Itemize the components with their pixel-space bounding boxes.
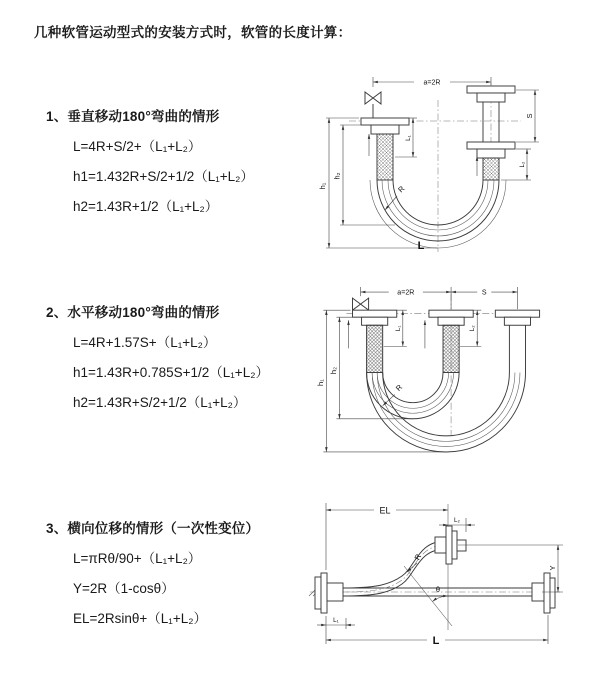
dim-label-r: R — [396, 184, 407, 195]
dim-label-l1: L₁ — [333, 617, 339, 624]
formula-l: L=4R+1.57S+（L₁+L₂） — [73, 335, 217, 350]
valve-icon — [365, 92, 381, 118]
section-3-formulas — [73, 544, 318, 634]
formula-l: L=4R+S/2+（L₁+L₂） — [73, 139, 202, 154]
section-2-heading: 2、水平移动180°弯曲的情形 — [46, 305, 220, 320]
dimensions — [318, 77, 539, 253]
dim-label-l1: L₁ — [405, 135, 412, 141]
dimensions — [316, 287, 518, 452]
diagram-lateral-displacement — [296, 498, 596, 653]
dimensions — [317, 503, 563, 647]
hose-u-bend-moved — [367, 373, 526, 452]
section-3 — [46, 517, 318, 634]
dim-label-h2: h₂ — [332, 172, 342, 180]
dim-label-r: R — [412, 552, 423, 562]
formula-h2: h2=1.43R+1/2（L₁+L₂） — [73, 199, 219, 214]
dim-label-l: L — [432, 635, 440, 647]
diagram-vertical-180-bend — [312, 72, 564, 262]
middle-pipe-fitting — [429, 310, 473, 372]
dim-label-h1: h₁ — [318, 182, 327, 190]
formula-el: EL=2Rsinθ+（L₁+L₂） — [73, 611, 207, 626]
dim-label-theta: θ — [435, 585, 441, 594]
dim-label-l2: L₂ — [519, 161, 526, 168]
dim-label-r: R — [393, 382, 405, 393]
formula-l: L=πRθ/90+（L₁+L₂） — [73, 551, 202, 566]
diagram-horizontal-180-bend — [312, 282, 564, 458]
section-2-formulas — [73, 328, 318, 418]
formula-h1: h1=1.43R+0.785S+1/2（L₁+L₂） — [73, 365, 269, 380]
section-3-heading: 3、横向位移的情形（一次性变位） — [46, 521, 260, 536]
right-flange-fitting — [532, 573, 555, 613]
formula-h1: h1=1.432R+S/2+1/2（L₁+L₂） — [73, 169, 254, 184]
dim-label-s: S — [525, 113, 534, 119]
dim-label-a2r: a=2R — [397, 289, 415, 297]
page-title: 几种软管运动型式的安装方式时，软管的长度计算： — [34, 25, 352, 40]
dim-label-a2r: a=2R — [423, 79, 441, 87]
left-pipe-fitting — [361, 118, 409, 180]
dim-label-el: EL — [379, 505, 391, 516]
left-pipe-fitting — [353, 310, 397, 372]
section-1-heading: 1、垂直移动180°弯曲的情形 — [46, 109, 220, 124]
dim-label-l: L — [417, 240, 425, 252]
right-pipe-fitting — [495, 310, 539, 372]
section-1-formulas — [73, 132, 318, 222]
dim-label-h1: h₁ — [315, 379, 325, 386]
left-flange-fitting — [315, 573, 343, 613]
dim-label-h2: h₂ — [328, 366, 338, 375]
dim-label-s: S — [481, 289, 487, 297]
valve-icon — [353, 298, 369, 310]
section-1 — [46, 105, 318, 222]
construction-lines — [309, 504, 560, 630]
hose-u-bend-near — [367, 373, 460, 419]
dim-label-l2: L₂ — [454, 517, 460, 524]
dim-label-l2: L₂ — [469, 325, 477, 332]
formula-h2: h2=1.43R+S/2+1/2（L₁+L₂） — [73, 395, 247, 410]
dim-label-y: Y — [548, 565, 557, 571]
section-2 — [46, 301, 318, 418]
dim-label-l1: L₁ — [394, 325, 402, 332]
formula-y: Y=2R（1-cosθ） — [73, 581, 175, 596]
